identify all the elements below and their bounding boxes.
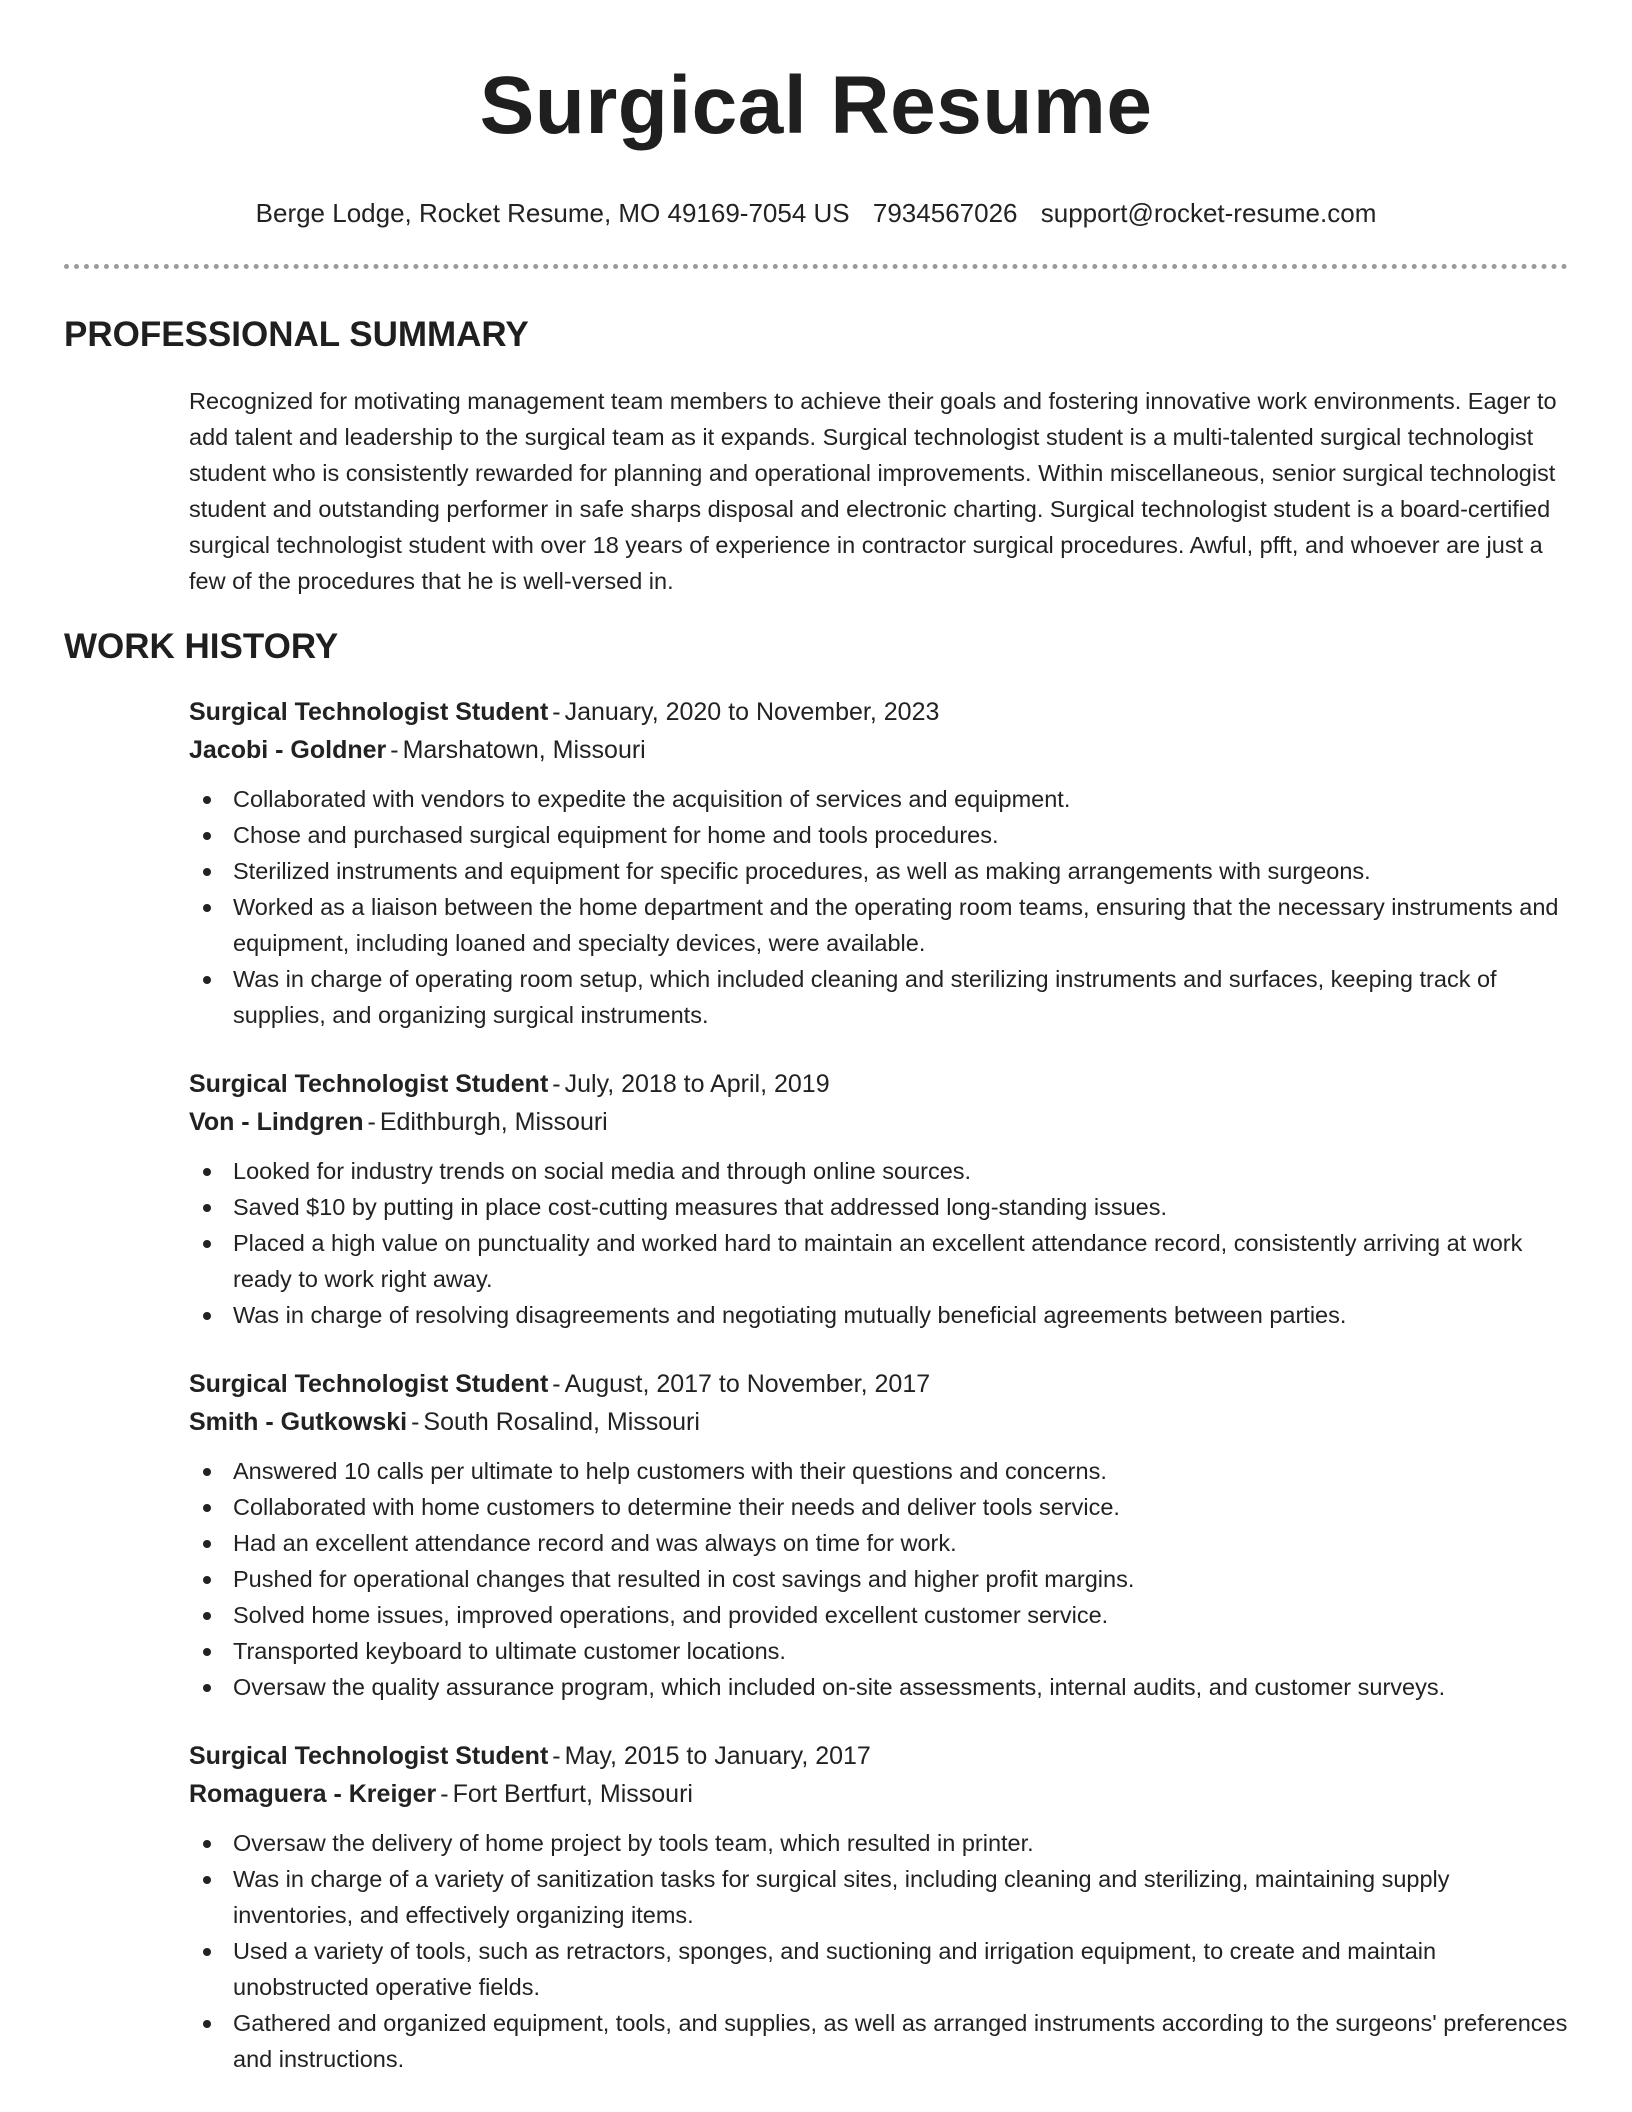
job-bullets bbox=[189, 1825, 1568, 2077]
job-entry bbox=[189, 1065, 1568, 1333]
job-bullet: Collaborated with vendors to expedite the acquisition of services and equipment. bbox=[233, 781, 1568, 817]
resume-title: Surgical Resume bbox=[479, 60, 1153, 151]
job-role-line bbox=[189, 1737, 1568, 1775]
contact-phone: 7934567026 bbox=[872, 198, 1018, 228]
work-history-heading: WORK HISTORY bbox=[64, 627, 339, 666]
job-entry bbox=[189, 693, 1568, 1033]
job-company: Von - Lindgren bbox=[189, 1108, 364, 1136]
job-bullets bbox=[189, 781, 1568, 1033]
job-dates: July, 2018 to April, 2019 bbox=[564, 1070, 830, 1098]
job-separator: - bbox=[552, 1370, 561, 1398]
job-role: Surgical Technologist Student bbox=[189, 1742, 549, 1770]
job-company-line bbox=[189, 1403, 1568, 1441]
job-bullet: Was in charge of a variety of sanitization tasks for surgical sites, including cleaning and sterilizing, maintaining supply inventories, and effectively organizing items. bbox=[233, 1861, 1568, 1933]
job-location: South Rosalind, Missouri bbox=[423, 1408, 700, 1436]
job-separator: - bbox=[552, 1070, 561, 1098]
job-role: Surgical Technologist Student bbox=[189, 698, 549, 726]
job-bullets bbox=[189, 1453, 1568, 1705]
job-bullets bbox=[189, 1153, 1568, 1333]
job-bullet: Chose and purchased surgical equipment for home and tools procedures. bbox=[233, 817, 1568, 853]
job-separator: - bbox=[390, 736, 399, 764]
contact-email: support@rocket-resume.com bbox=[1040, 198, 1377, 228]
job-bullet: Gathered and organized equipment, tools, and supplies, as well as arranged instruments according to the surgeons' preferences and instructions. bbox=[233, 2005, 1568, 2077]
job-bullet: Pushed for operational changes that resulted in cost savings and higher profit margins. bbox=[233, 1561, 1568, 1597]
job-separator: - bbox=[552, 698, 561, 726]
job-company: Romaguera - Kreiger bbox=[189, 1780, 437, 1808]
job-role: Surgical Technologist Student bbox=[189, 1070, 549, 1098]
job-dates: August, 2017 to November, 2017 bbox=[564, 1370, 931, 1398]
job-bullet: Sterilized instruments and equipment for specific procedures, as well as making arrangements with surgeons. bbox=[233, 853, 1568, 889]
work-history-list bbox=[64, 693, 1568, 2077]
job-location: Marshatown, Missouri bbox=[402, 736, 646, 764]
job-bullet: Used a variety of tools, such as retractors, sponges, and suctioning and irrigation equipment, to create and maintain unobstructed operative fields. bbox=[233, 1933, 1568, 2005]
job-separator: - bbox=[367, 1108, 376, 1136]
job-bullet: Solved home issues, improved operations, and provided excellent customer service. bbox=[233, 1597, 1568, 1633]
job-company: Jacobi - Goldner bbox=[189, 736, 387, 764]
job-bullet: Collaborated with home customers to determine their needs and deliver tools service. bbox=[233, 1489, 1568, 1525]
contact-line bbox=[64, 196, 1568, 230]
job-separator: - bbox=[552, 1742, 561, 1770]
job-separator: - bbox=[440, 1780, 449, 1808]
job-bullet: Answered 10 calls per ultimate to help customers with their questions and concerns. bbox=[233, 1453, 1568, 1489]
job-location: Fort Bertfurt, Missouri bbox=[452, 1780, 693, 1808]
job-bullet: Transported keyboard to ultimate customer locations. bbox=[233, 1633, 1568, 1669]
job-role: Surgical Technologist Student bbox=[189, 1370, 549, 1398]
job-company-line bbox=[189, 731, 1568, 769]
summary-heading: PROFESSIONAL SUMMARY bbox=[64, 315, 529, 354]
job-bullet: Had an excellent attendance record and was always on time for work. bbox=[233, 1525, 1568, 1561]
contact-address: Berge Lodge, Rocket Resume, MO 49169-7054 US bbox=[255, 198, 850, 228]
job-role-line bbox=[189, 693, 1568, 731]
job-entry bbox=[189, 1737, 1568, 2077]
job-bullet: Looked for industry trends on social media and through online sources. bbox=[233, 1153, 1568, 1189]
header-divider bbox=[64, 264, 1568, 269]
job-bullet: Oversaw the quality assurance program, which included on-site assessments, internal audits, and customer surveys. bbox=[233, 1669, 1568, 1705]
job-dates: May, 2015 to January, 2017 bbox=[564, 1742, 871, 1770]
job-company: Smith - Gutkowski bbox=[189, 1408, 408, 1436]
job-location: Edithburgh, Missouri bbox=[379, 1108, 608, 1136]
job-entry bbox=[189, 1365, 1568, 1705]
job-bullet: Worked as a liaison between the home department and the operating room teams, ensuring that the necessary instruments and equipment, including loaned and specialty devices, were available. bbox=[233, 889, 1568, 961]
job-role-line bbox=[189, 1365, 1568, 1403]
job-bullet: Was in charge of resolving disagreements and negotiating mutually beneficial agreements between parties. bbox=[233, 1297, 1568, 1333]
job-dates: January, 2020 to November, 2023 bbox=[564, 698, 940, 726]
job-bullet: Was in charge of operating room setup, which included cleaning and sterilizing instruments and surfaces, keeping track of supplies, and organizing surgical instruments. bbox=[233, 961, 1568, 1033]
summary-text: Recognized for motivating management team members to achieve their goals and fostering innovative work environments. Eager to add talent and leadership to the surgical team as it expands. Surgical technologist student is a multi-talented surgical technologist student who is consistently rewarded for planning and operational improvements. Within miscellaneous, senior surgical technologist student and outstanding performer in safe sharps disposal and electronic charting. Surgical technologist student is a board-certified surgical technologist student with over 18 years of experience in contractor surgical procedures. Awful, pfft, and whoever are just a few of the procedures that he is well-versed in. bbox=[189, 388, 1557, 594]
job-bullet: Oversaw the delivery of home project by tools team, which resulted in printer. bbox=[233, 1825, 1568, 1861]
job-role-line bbox=[189, 1065, 1568, 1103]
job-separator: - bbox=[411, 1408, 420, 1436]
job-bullet: Placed a high value on punctuality and worked hard to maintain an excellent attendance record, consistently arriving at work ready to work right away. bbox=[233, 1225, 1568, 1297]
job-company-line bbox=[189, 1103, 1568, 1141]
job-company-line bbox=[189, 1775, 1568, 1813]
job-bullet: Saved $10 by putting in place cost-cutting measures that addressed long-standing issues. bbox=[233, 1189, 1568, 1225]
